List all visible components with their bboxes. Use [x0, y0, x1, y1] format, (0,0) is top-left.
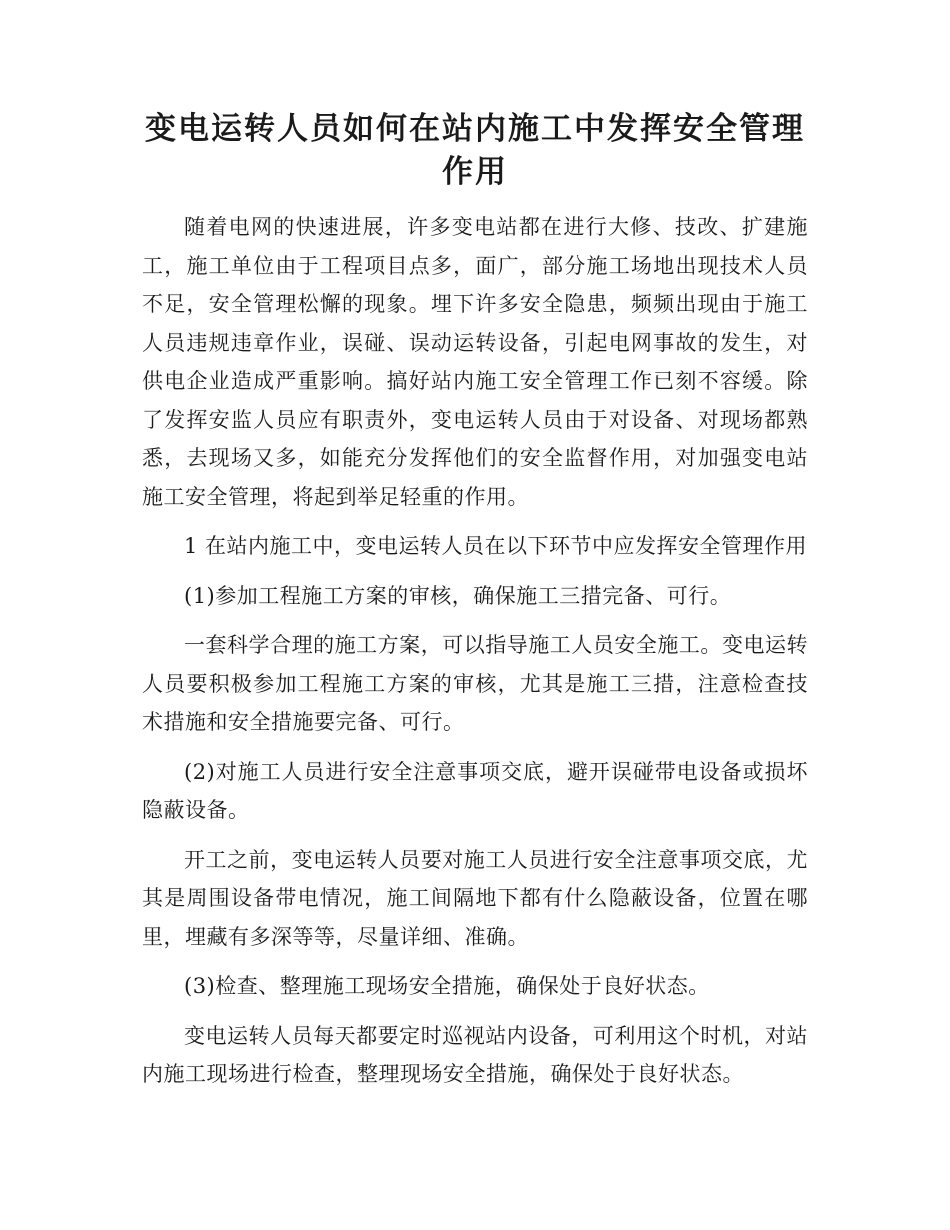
- paragraph-2: 开工之前，变电运转人员要对施工人员进行安全注意事项交底，尤其是周围设备带电情况，施工间隔地下都有什么隐蔽设备，位置在哪里，埋藏有多深等等，尽量详细、准确。: [142, 847, 808, 949]
- subheading-3: (3)检查、整理施工现场安全措施，确保处于良好状态。: [184, 974, 710, 998]
- section-heading-1: 1 在站内施工中，变电运转人员在以下环节中应发挥安全管理作用: [184, 534, 808, 558]
- paragraph-1: 一套科学合理的施工方案，可以指导施工人员安全施工。变电运转人员要积极参加工程施工方案的审核，尤其是施工三措，注意检查技术措施和安全措施要完备、可行。: [142, 633, 808, 734]
- document-page: [142, 108, 808, 1094]
- subheading-2: (2)对施工人员进行安全注意事项交底，避开误碰带电设备或损坏隐蔽设备。: [142, 759, 808, 822]
- paragraph-3: 变电运转人员每天都要定时巡视站内设备，可利用这个时机，对站内施工现场进行检查，整理现场安全措施，确保处于良好状态。: [142, 1023, 808, 1086]
- paragraph-intro: 随着电网的快速进展，许多变电站都在进行大修、技改、扩建施工，施工单位由于工程项目点多，面广，部分施工场地出现技术人员不足，安全管理松懈的现象。埋下许多安全隐患，频频出现由于施工人员违规违章作业，误碰、误动运转设备，引起电网事故的发生，对供电企业造成严重影响。搞好站内施工安全管理工作已刻不容缓。除了发挥安监人员应有职责外，变电运转人员由于对设备、对现场都熟悉，去现场又多，如能充分发挥他们的安全监督作用，对加强变电站施工安全管理，将起到举足轻重的作用。: [142, 215, 808, 509]
- document-title: 变电运转人员如何在站内施工中发挥安全管理作用: [145, 111, 805, 190]
- subheading-1: (1)参加工程施工方案的审核，确保施工三措完备、可行。: [184, 583, 732, 608]
